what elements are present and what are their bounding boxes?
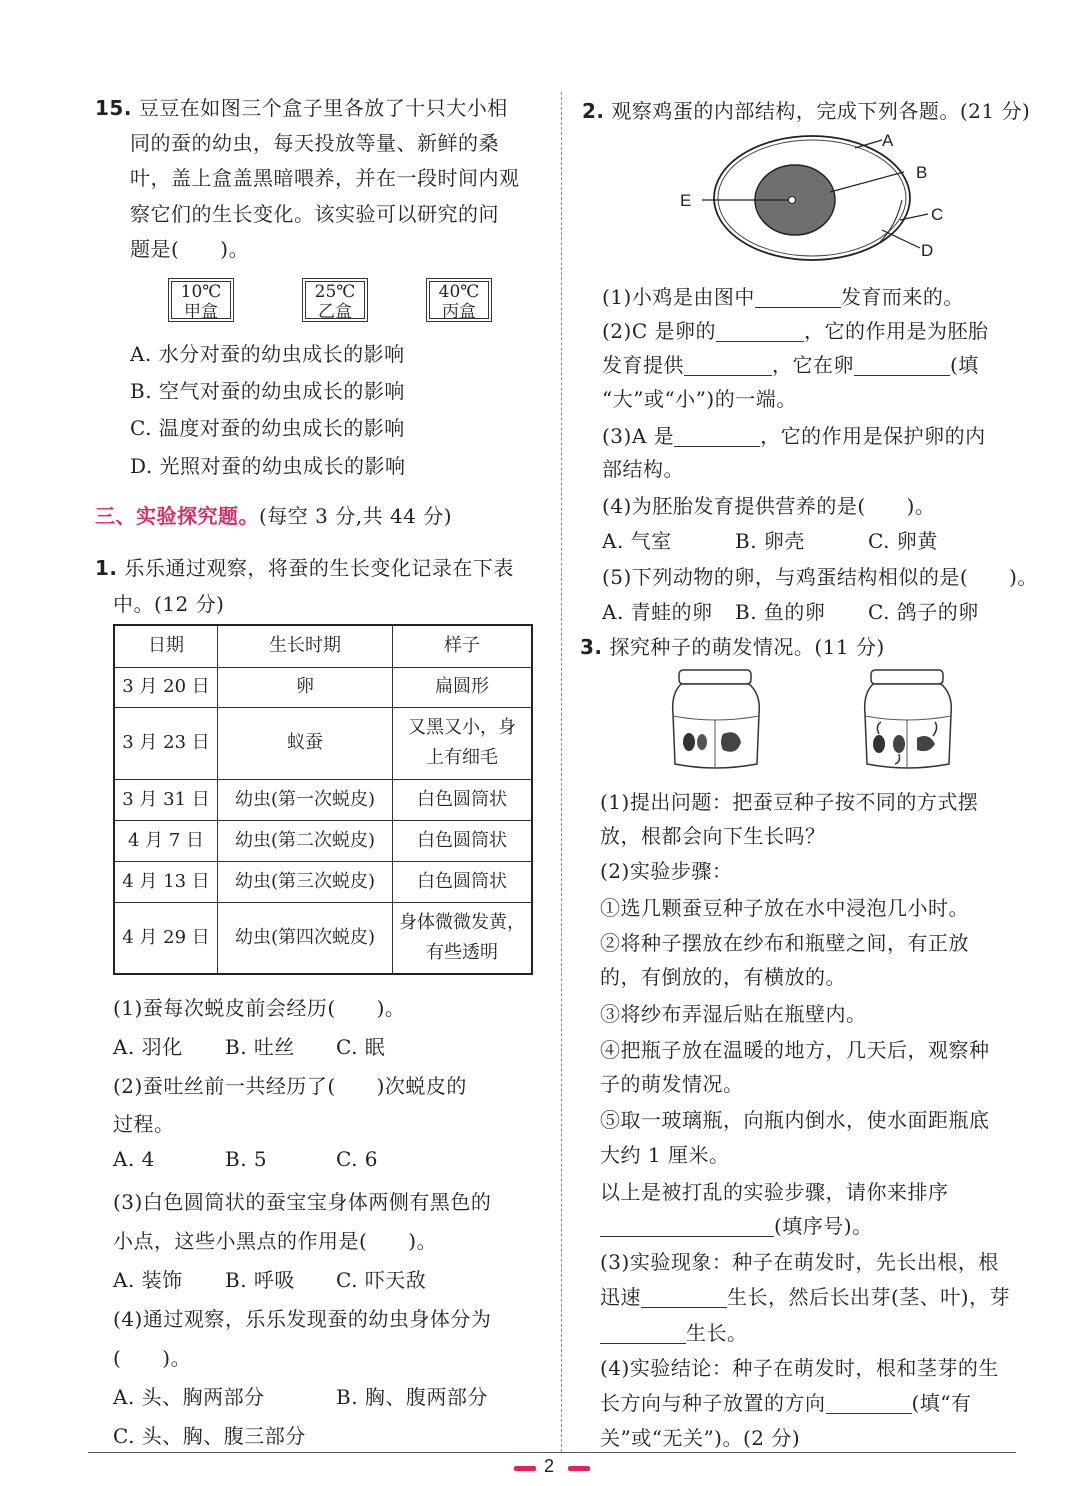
q1-sub4-option-b: B. 胸、腹两部分	[336, 1385, 488, 1409]
label-c: C	[931, 205, 944, 224]
answer-blank[interactable]	[641, 1287, 727, 1308]
q3-p3-line-2	[600, 1281, 1010, 1310]
box-bing-temp: 40℃	[438, 282, 480, 302]
q3-step-2-line-2: 的，有倒放的，有横放的。	[600, 965, 846, 989]
q3-step-1: ①选几颗蚕豆种子放在水中浸泡几小时。	[600, 896, 969, 920]
q2-sub1-text-a: (1)小鸡是由图中	[602, 285, 755, 309]
q2-sub3-text-a: (3)A 是	[602, 424, 675, 448]
q15-option-d: D. 光照对蚕的幼虫成长的影响	[130, 454, 406, 478]
q3-number: 3.	[580, 635, 603, 659]
page-bar-left	[514, 1466, 536, 1471]
cell-date: 3 月 20 日	[114, 667, 218, 707]
q15-line-3: 叶，盖上盒盖黑暗喂养，并在一段时间内观	[130, 166, 520, 190]
page-bar-right	[568, 1466, 590, 1471]
answer-blank[interactable]	[600, 1323, 686, 1344]
answer-blank[interactable]	[854, 355, 950, 376]
q2-sub2-line-1	[602, 315, 989, 344]
section3-note: (每空 3 分,共 44 分)	[259, 504, 453, 528]
q2-sub4-option-c: C. 卵黄	[868, 529, 938, 553]
q2-sub2-line-2	[602, 349, 979, 378]
q2-sub3-line-2: 部结构。	[602, 457, 684, 481]
q3-step-4-line-1: ④把瓶子放在温暖的地方，几天后，观察种	[600, 1038, 990, 1062]
cell-appearance-line-1: 又黑又小，身	[408, 717, 516, 738]
q2-sub5-option-c: C. 鸽子的卵	[868, 600, 979, 624]
q15-text-1: 豆豆在如图三个盒子里各放了十只大小相	[138, 96, 508, 120]
q3-step-2-line-1: ②将种子摆放在纱布和瓶壁之间，有正放	[600, 931, 969, 955]
germinal-disc	[789, 197, 796, 204]
label-d: D	[921, 241, 934, 260]
q15-option-b: B. 空气对蚕的幼虫成长的影响	[130, 379, 405, 403]
header-appearance: 样子	[393, 625, 533, 667]
q2-sub2-text-d: ，它在卵	[772, 353, 854, 377]
q3-p2: (2)实验步骤：	[600, 859, 733, 883]
q1-text-1: 乐乐通过观察，将蚕的生长变化记录在下表	[124, 556, 514, 580]
q3-p3-text-b: 迅速	[600, 1285, 641, 1309]
seed-jars-illustration	[665, 664, 965, 774]
q2-sub5-option-a: A. 青蛙的卵	[602, 600, 713, 624]
label-a: A	[882, 131, 894, 150]
q3-title: 探究种子的萌发情况。(11 分)	[609, 635, 885, 659]
label-b: B	[916, 163, 928, 182]
cell-date: 3 月 23 日	[114, 707, 218, 779]
q15-line-5: 题是( )。	[130, 237, 250, 261]
box-yi-name: 乙盒	[318, 302, 352, 322]
box-jia-name: 甲盒	[184, 302, 218, 322]
box-yi-temp: 25℃	[314, 282, 356, 302]
q1-sub1-option-b: B. 吐丝	[225, 1035, 295, 1059]
cell-stage: 幼虫(第一次蜕皮)	[218, 779, 393, 820]
q1-sub1-option-a: A. 羽化	[113, 1035, 183, 1059]
box-bing-name: 丙盒	[442, 302, 476, 322]
q15-option-a: A. 水分对蚕的幼虫成长的影响	[130, 342, 405, 366]
q2-sub5: (5)下列动物的卵，与鸡蛋结构相似的是( )。	[602, 565, 1038, 589]
q3-p4-line-2	[600, 1387, 972, 1416]
table-header-row	[114, 625, 532, 667]
q1-sub2-option-b: B. 5	[225, 1147, 268, 1171]
q3-p4-line-1: (4)实验结论：种子在萌发时，根和茎芽的生	[600, 1356, 999, 1380]
cell-appearance-line-1: 身体微微发黄，	[399, 911, 525, 933]
q1-sub4-line-1: (4)通过观察，乐乐发现蚕的幼虫身体分为	[113, 1307, 492, 1331]
q15-line-4: 察它们的生长变化。该实验可以研究的问	[130, 202, 499, 226]
q3-p4-text-b: 长方向与种子放置的方向	[600, 1391, 826, 1415]
growth-record-table	[113, 624, 533, 975]
cell-appearance: 白色圆筒状	[393, 861, 533, 902]
cell-appearance: 扁圆形	[393, 667, 533, 707]
column-divider	[561, 92, 562, 1452]
box-jia-temp: 10℃	[180, 282, 222, 302]
q1-sub4-option-c: C. 头、胸、腹三部分	[113, 1424, 306, 1448]
table-row	[114, 779, 532, 820]
q2-title-line	[582, 95, 1030, 124]
q1-number: 1.	[95, 556, 118, 580]
jar-right	[865, 670, 952, 768]
q3-step-3: ③将纱布弄湿后贴在瓶壁内。	[600, 1002, 867, 1026]
header-stage: 生长时期	[218, 625, 393, 667]
q2-sub1	[602, 281, 964, 310]
section3-title: 三、实验探究题。	[95, 504, 259, 528]
answer-blank[interactable]	[600, 1216, 774, 1237]
q3-p3-text-d: 生长。	[686, 1321, 748, 1345]
q2-number: 2.	[582, 99, 605, 123]
box-yi	[302, 278, 368, 322]
q1-sub2-option-a: A. 4	[113, 1147, 155, 1171]
q2-sub4-option-a: A. 气室	[602, 529, 672, 553]
table-row	[114, 667, 532, 707]
q1-sub3-option-b: B. 呼吸	[225, 1268, 295, 1292]
answer-blank[interactable]	[755, 287, 841, 308]
q2-sub2-text-a: (2)C 是卵的	[602, 319, 716, 343]
cell-date: 3 月 31 日	[114, 779, 218, 820]
q2-sub2-text-c: 发育提供	[602, 353, 684, 377]
q3-step-5-line-1: ⑤取一玻璃瓶，向瓶内倒水，使水面距瓶底	[600, 1108, 990, 1132]
q2-sub3-line-1	[602, 420, 986, 449]
table-row	[114, 820, 532, 861]
egg-diagram	[670, 128, 960, 262]
cell-stage: 幼虫(第四次蜕皮)	[218, 902, 393, 974]
q1-sub3-line-2: 小点，这些小黑点的作用是( )。	[113, 1229, 438, 1253]
q2-sub2-text-b: ，它的作用是为胚胎	[804, 319, 989, 343]
q3-p3-line-1: (3)实验现象：种子在萌发时，先长出根，根	[600, 1250, 999, 1274]
q2-sub2-text-e: (填	[950, 353, 979, 377]
footer-rule	[88, 1452, 1016, 1453]
q1-sub4-option-a: A. 头、胸两部分	[113, 1385, 265, 1409]
q15-number: 15.	[95, 96, 132, 120]
box-jia	[168, 278, 234, 322]
q1-sub3-option-a: A. 装饰	[113, 1268, 183, 1292]
q3-p1-line-2: 放，根都会向下生长吗？	[600, 824, 826, 848]
q3-title-line	[580, 631, 885, 660]
answer-blank[interactable]	[674, 426, 760, 447]
box-bing	[426, 278, 492, 322]
page-number: 2	[544, 1456, 555, 1476]
cell-date: 4 月 13 日	[114, 861, 218, 902]
section3-heading	[95, 500, 452, 529]
q3-p1-line-1: (1)提出问题：把蚕豆种子按不同的方式摆	[600, 790, 979, 814]
q1-sub2-option-c: C. 6	[336, 1147, 379, 1171]
q1-sub2-line-2: 过程。	[113, 1112, 175, 1136]
q1-sub1-option-c: C. 眠	[336, 1035, 386, 1059]
q1-line-1	[95, 552, 514, 581]
q15-line-2: 同的蚕的幼虫，每天投放等量、新鲜的桑	[130, 131, 499, 155]
q3-order-line-2	[600, 1210, 873, 1239]
q1-line-2: 中。(12 分)	[113, 592, 225, 616]
q1-sub4-line-2: ( )。	[113, 1346, 192, 1370]
q1-sub3-line-1: (3)白色圆筒状的蚕宝宝身体两侧有黑色的	[113, 1190, 492, 1214]
label-e: E	[680, 191, 692, 210]
cell-stage: 幼虫(第二次蜕皮)	[218, 820, 393, 861]
q3-p3-text-c: 生长，然后长出芽(茎、叶)，芽	[727, 1285, 1011, 1309]
q1-sub3-option-c: C. 吓天敌	[336, 1268, 427, 1292]
table-row	[114, 861, 532, 902]
answer-blank[interactable]	[826, 1393, 912, 1414]
q15-option-c: C. 温度对蚕的幼虫成长的影响	[130, 416, 405, 440]
cell-date: 4 月 29 日	[114, 902, 218, 974]
q2-sub3-text-b: ，它的作用是保护卵的内	[760, 424, 986, 448]
q2-sub2-line-3: “大”或“小”)的一端。	[602, 387, 797, 411]
q3-order-line-1: 以上是被打乱的实验步骤，请你来排序	[600, 1180, 949, 1204]
header-date: 日期	[114, 625, 218, 667]
cell-appearance	[393, 902, 533, 974]
q3-order-text: (填序号)。	[774, 1214, 873, 1238]
cell-appearance: 白色圆筒状	[393, 820, 533, 861]
cell-stage: 幼虫(第三次蜕皮)	[218, 861, 393, 902]
q3-step-5-line-2: 大约 1 厘米。	[600, 1143, 730, 1167]
cell-stage: 卵	[218, 667, 393, 707]
cell-date: 4 月 7 日	[114, 820, 218, 861]
answer-blank[interactable]	[684, 355, 772, 376]
cell-appearance	[393, 707, 533, 779]
q15-line-1	[95, 92, 508, 121]
q2-sub4-option-b: B. 卵壳	[735, 529, 805, 553]
q1-sub2-line-1: (2)蚕吐丝前一共经历了( )次蜕皮的	[113, 1074, 467, 1098]
table-row	[114, 707, 532, 779]
q3-p4-line-3: 关”或“无关”)。(2 分)	[600, 1426, 801, 1450]
q2-title: 观察鸡蛋的内部结构，完成下列各题。(21 分)	[611, 99, 1031, 123]
q2-sub5-option-b: B. 鱼的卵	[735, 600, 826, 624]
q2-sub4: (4)为胚胎发育提供营养的是( )。	[602, 494, 936, 518]
q3-p4-text-c: (填“有	[911, 1391, 972, 1415]
answer-blank[interactable]	[716, 321, 804, 342]
cell-appearance: 白色圆筒状	[393, 779, 533, 820]
cell-appearance-line-2: 上有细毛	[426, 747, 498, 768]
q2-sub1-text-b: 发育而来的。	[840, 285, 964, 309]
cell-appearance-line-2: 有些透明	[426, 941, 498, 963]
q3-step-4-line-2: 子的萌发情况。	[600, 1072, 744, 1096]
q1-sub1: (1)蚕每次蜕皮前会经历( )。	[113, 996, 406, 1020]
jar-left	[673, 670, 760, 768]
table-row	[114, 902, 532, 974]
cell-stage: 蚁蚕	[218, 707, 393, 779]
q3-p3-line-3	[600, 1317, 748, 1346]
